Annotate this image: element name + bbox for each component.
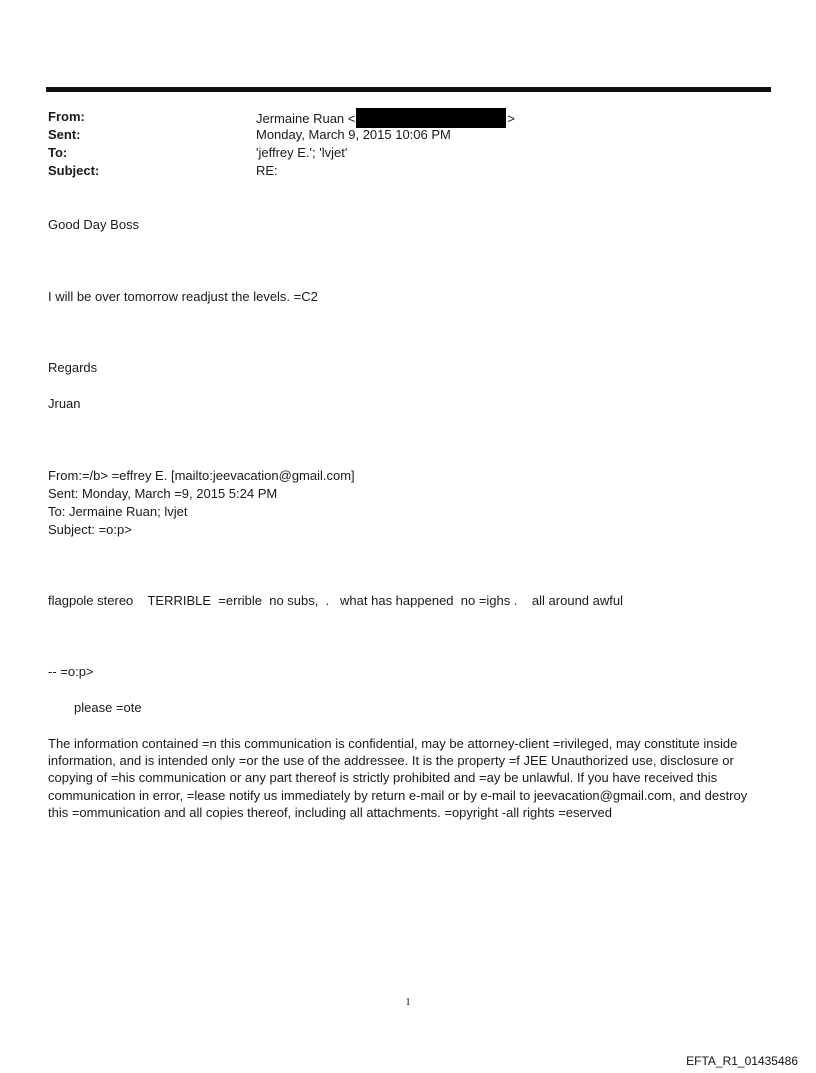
sent-row <box>48 126 748 144</box>
to-row <box>48 144 748 162</box>
from-label: From: <box>48 109 85 124</box>
from-email-close: > <box>507 111 515 126</box>
greeting: Good Day Boss <box>48 217 140 232</box>
bates-number: EFTA_R1_01435486 <box>686 1054 798 1068</box>
sent-value: Monday, March 9, 2015 10:06 PM <box>256 127 451 142</box>
subject-value: RE: <box>256 163 278 178</box>
header-rule <box>46 87 771 92</box>
quoted-separator: -- =o:p> <box>48 664 94 679</box>
signature: Jruan <box>48 396 81 411</box>
message-text: I will be over tomorrow readjust the levels. =C2 <box>48 289 318 304</box>
quoted-message: flagpole stereo TERRIBLE =errible no subs, . what has happened no =ighs . all around awful <box>48 593 623 608</box>
quoted-to-line: To: Jermaine Ruan; lvjet <box>48 504 188 519</box>
quoted-note: please =ote <box>74 700 142 715</box>
page-number: 1 <box>405 996 411 1008</box>
to-value: 'jeffrey E.'; 'lvjet' <box>256 145 348 160</box>
quoted-sent-line: Sent: Monday, March =9, 2015 5:24 PM <box>48 486 278 501</box>
from-name: Jermaine Ruan < <box>256 111 356 126</box>
confidentiality-disclaimer: The information contained =n this communication is confidential, may be attorney-client =rivileged, may constitute inside information, and is intended only =or the use of the addressee. It is the property =f JEE Unauthorized use, disclosure or copying of =his communication or any part thereof is strictly prohibited and =ay be unlawful. If you have received this communication in error, =lease notify us immediately by return e-mail or by e-mail to jeevacation@gmail.com, and destroy this =ommunication and all copies thereof, including all attachments. =opyright -all rights =eserved <box>48 736 748 820</box>
closing: Regards <box>48 360 98 375</box>
to-label: To: <box>48 145 68 160</box>
quoted-subject-line: Subject: =o:p> <box>48 522 132 537</box>
subject-row <box>48 162 748 180</box>
sent-label: Sent: <box>48 127 81 142</box>
subject-label: Subject: <box>48 163 100 178</box>
from-value <box>256 108 515 128</box>
email-header <box>48 108 748 180</box>
from-row <box>48 108 748 126</box>
quoted-from-line: From:=/b> =effrey E. [mailto:jeevacation@gmail.com] <box>48 468 355 483</box>
redaction-block <box>356 108 506 128</box>
